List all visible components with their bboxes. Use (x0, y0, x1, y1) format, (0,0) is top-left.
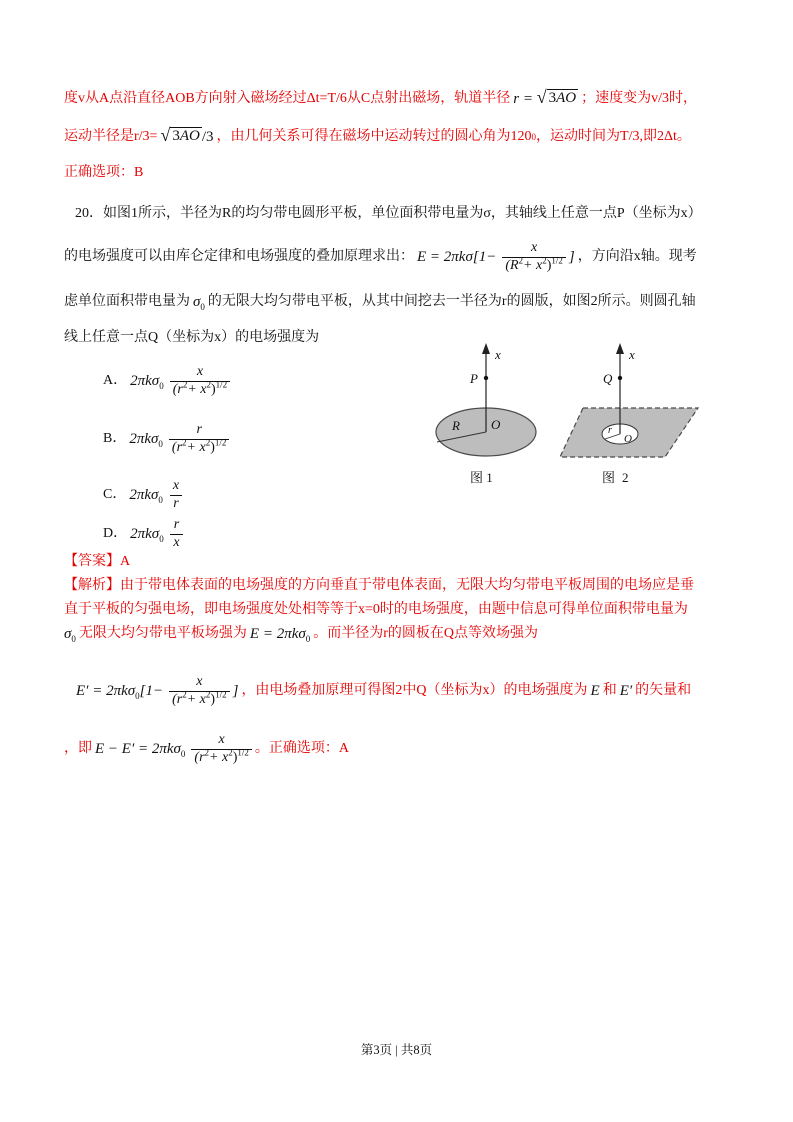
option-b (103, 416, 232, 462)
math-token: σ (64, 626, 72, 642)
math-token: r (196, 422, 202, 438)
exponent: 1/2 (215, 378, 228, 389)
point-q-dot (618, 376, 622, 380)
exponent: 1/2 (551, 254, 563, 265)
hole-radius-label: r (608, 425, 612, 436)
answer-value: A (120, 554, 131, 569)
exponent: 2 (182, 688, 187, 699)
x-axis-label: x (629, 347, 635, 362)
formula-radius-third (160, 126, 213, 148)
solution-text: 运动半径是r/3= (64, 129, 158, 144)
radius-r-label: R (452, 418, 460, 433)
fraction (191, 732, 251, 765)
math-token: AO (179, 128, 200, 144)
exponent: 1/2 (215, 688, 227, 699)
formula-radius (513, 88, 578, 110)
math-token: + x (209, 749, 229, 765)
radical-sign: √ (536, 87, 547, 107)
overline-group (170, 127, 202, 144)
fraction-denominator (169, 436, 229, 456)
figure-2-caption-number: 2 (622, 470, 629, 485)
math-token: (r (172, 381, 183, 397)
sigma0-symbol (193, 291, 205, 313)
fraction-denominator (502, 254, 566, 274)
math-token: x (531, 240, 538, 256)
exponent: 2 (204, 746, 210, 757)
problem-text: 的电场强度可以由库仑定律和电场强度的叠加原理求出： (64, 249, 414, 264)
exponent: 2 (205, 688, 211, 699)
option-label: A． (103, 373, 128, 388)
solution-text: ；速度变为v/3时， (581, 91, 697, 106)
sqrt-expression (537, 89, 578, 106)
math-token: x (172, 478, 180, 494)
subscript: 0 (159, 381, 164, 391)
field-formula (417, 246, 496, 268)
fraction-denominator (169, 688, 229, 708)
exponent: 2 (206, 378, 211, 389)
analysis-text: 和 (602, 683, 617, 698)
math-token: x (218, 732, 225, 748)
subscript: 0 (71, 634, 76, 644)
fraction (502, 240, 566, 273)
coefficient (129, 428, 163, 450)
overline-group (547, 89, 579, 106)
math-token: σ (193, 294, 201, 310)
option-label: C． (103, 487, 127, 502)
math-token: + x (186, 691, 206, 707)
page-footer: 第3页 | 共8页 (360, 1043, 433, 1057)
solution-text: ，由几何关系可得在磁场中运动转过的圆心角为120 (216, 129, 532, 144)
math-token: x (196, 674, 203, 690)
math-token: x (196, 364, 204, 380)
figure-2-caption: 图 (602, 470, 616, 485)
analysis-line1 (64, 575, 694, 597)
fraction-denominator (191, 746, 251, 766)
problem-text: ，方向沿x轴。现考 (577, 249, 697, 264)
exponent: 2 (228, 746, 233, 757)
analysis-line4 (76, 666, 691, 716)
subscript: 0 (180, 749, 186, 759)
problem20-line4: 线上任意一点Q（坐标为x）的电场强度为 (64, 330, 320, 345)
sqrt-expression (160, 127, 201, 144)
math-token: 2πkσ (130, 526, 160, 542)
analysis-line3 (64, 621, 538, 647)
exponent: 2 (518, 254, 524, 265)
math-token: E = 2πkσ (249, 626, 306, 642)
option-a (103, 358, 233, 404)
problem-text: 的无限大均匀带电平板，从其中间挖去一半径为r的圆版，如图2所示。则圆孔轴 (207, 294, 696, 309)
math-token: + x (187, 381, 207, 397)
exponent: 2 (542, 254, 547, 265)
math-token: E − E′ = 2πkσ (95, 741, 181, 757)
analysis-text: ，由电场叠加原理可得图2中Q（坐标为x）的电场强度为 (241, 683, 588, 698)
math-token: ) (211, 381, 216, 397)
problem20-line1: 20．如图1所示，半径为R的均匀带电圆形平板，单位面积带电量为σ，其轴线上任意一点P（坐标为x） (75, 206, 702, 221)
option-label: D． (103, 526, 128, 541)
math-token: (r (172, 691, 183, 707)
solution-text: 度v从A点沿直径AOB方向射入磁场经过Δt=T/6从C点射出磁场，轨道半径 (64, 91, 511, 106)
math-token: 2πkσ (129, 487, 159, 503)
fraction (169, 422, 229, 455)
exponent: 1/2 (214, 436, 227, 447)
x-axis-arrow-icon (616, 343, 624, 354)
exponent: 1/2 (237, 746, 249, 757)
radical-sign: √ (160, 125, 171, 145)
subscript: 0 (158, 439, 163, 449)
bracket-close: ] (568, 249, 575, 265)
center-o-label: O (624, 433, 632, 445)
math-token: E = 2πkσ[1− (417, 249, 497, 265)
analysis-text: 的矢量和 (635, 683, 692, 698)
analysis-text: 。而半径为r的圆板在Q点等效场强为 (313, 626, 539, 641)
math-token: r (173, 495, 179, 511)
figure-1-caption: 图 1 (470, 470, 493, 485)
exponent: 2 (205, 436, 211, 447)
problem20-line2 (64, 234, 697, 280)
solution-text: ，运动时间为T/3,即2Δt。 (536, 129, 691, 144)
point-q-label: Q (603, 371, 613, 386)
coefficient (130, 523, 164, 545)
fraction-denominator (170, 378, 230, 398)
math-token: /3 (201, 129, 214, 145)
subscript: 0 (135, 691, 140, 701)
math-token: [1− (139, 683, 164, 699)
math-token: x (173, 534, 180, 550)
analysis-text: ，即 (64, 741, 92, 756)
coefficient (129, 484, 163, 506)
fraction (170, 364, 230, 397)
problem20-line3 (64, 290, 696, 314)
analysis-text: 由于带电体表面的电场强度的方向垂直于带电体表面，无限大均匀带电平板周围的电场应是垂 (120, 578, 694, 593)
math-token: 3 (172, 128, 180, 144)
math-token: 2πkσ (129, 431, 159, 447)
math-token: (r (194, 749, 205, 765)
subscript: 0 (200, 302, 205, 312)
solution19-line2: 运动半径是r/3= √ 3AO /3 ，由几何关系可得在磁场中运动转过的圆心角为120 0 ，运动时间为T/3,即2Δt。 (64, 122, 691, 152)
analysis-text: 。正确选项：A (254, 741, 350, 756)
analysis-text: 无限大均匀带电平板场强为 (78, 626, 247, 641)
sigma0-symbol (64, 623, 76, 645)
solution19-answer-line: 正确选项：B (64, 165, 144, 180)
problem-text: 虑单位面积带电量为 (64, 294, 190, 309)
math-token: ) (210, 691, 216, 707)
option-label: B． (103, 431, 127, 446)
math-token: + x (186, 439, 206, 455)
exponent: 2 (182, 378, 188, 389)
point-p-dot (484, 376, 488, 380)
analysis-label: 【解析】 (64, 578, 120, 593)
exponent: 2 (182, 436, 187, 447)
math-token: 2πkσ (130, 373, 160, 389)
fraction (169, 478, 183, 511)
subscript: 0 (159, 534, 164, 544)
answer-label: 【答案】 (64, 554, 120, 569)
math-token: r (173, 517, 180, 533)
solution19-line1 (64, 84, 697, 114)
math-token: 3 (548, 90, 557, 106)
math-token: r = (513, 91, 533, 107)
x-axis-arrow-icon (482, 343, 490, 354)
analysis-line5 (64, 724, 349, 774)
figure-2 (552, 342, 732, 488)
subscript: 0 (305, 634, 311, 644)
eprime-symbol: E′ (619, 683, 633, 699)
fraction-denominator (170, 534, 182, 551)
option-c (103, 475, 186, 515)
math-token: + x (523, 257, 543, 273)
fraction (169, 674, 229, 707)
center-o-label: O (491, 417, 501, 432)
math-token: (r (171, 439, 183, 455)
bracket-close: ] (232, 683, 239, 699)
point-p-label: P (470, 371, 478, 386)
coefficient (130, 370, 164, 392)
math-token: ) (232, 749, 238, 765)
e-symbol: E (590, 683, 600, 699)
option-d (103, 514, 186, 554)
figure-1 (428, 342, 560, 488)
analysis-line2: 直于平板的匀强电场，即电场强度处处相等等于x=0时的电场强度，由题中信息可得单位面积带电量为 (64, 602, 688, 617)
eprime-formula (76, 680, 163, 702)
math-token: E′ = 2πkσ (76, 683, 136, 699)
answer-line (64, 551, 130, 573)
fraction (170, 517, 183, 550)
x-axis-label: x (495, 347, 501, 362)
math-token: (R (505, 257, 519, 273)
math-token: ) (210, 439, 215, 455)
math-token: ) (546, 257, 552, 273)
uniform-field-formula (250, 623, 310, 645)
math-token: AO (556, 90, 577, 106)
difference-formula (95, 738, 185, 760)
subscript: 0 (158, 495, 163, 505)
fraction-denominator (170, 495, 181, 512)
